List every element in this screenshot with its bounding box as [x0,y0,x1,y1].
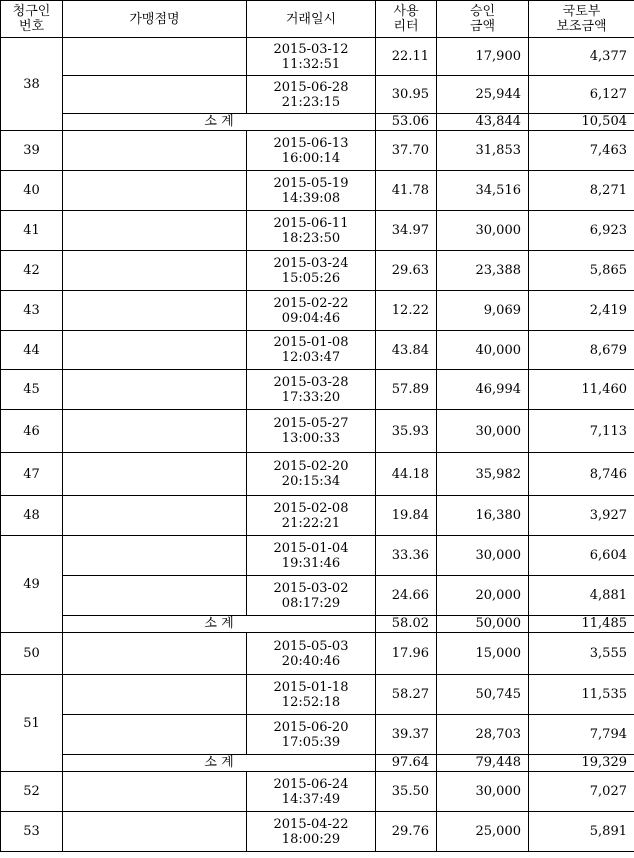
liters-used: 29.76 [376,812,437,852]
transaction-datetime [247,715,376,755]
liters-used: 33.36 [376,536,437,576]
header-merchant: 가맹점명 [63,1,247,38]
liters-used: 19.84 [376,496,437,536]
table-row [1,331,634,370]
subtotal-liters: 53.06 [376,114,437,131]
claim-number: 51 [1,675,63,772]
table-row [1,131,634,171]
transaction-time: 08:17:29 [281,595,341,611]
claim-number: 41 [1,211,63,251]
transaction-date: 2015-01-08 [273,335,349,350]
transaction-datetime [247,453,376,496]
subsidy-amount: 6,923 [529,211,634,251]
subsidy-amount: 4,377 [529,38,634,76]
merchant-name [63,211,247,251]
transaction-datetime [247,251,376,291]
merchant-name [63,171,247,211]
subsidy-amount: 7,463 [529,131,634,171]
approved-amount: 30,000 [437,410,529,453]
approved-amount: 35,982 [437,453,529,496]
subsidy-amount: 6,604 [529,536,634,576]
transaction-time: 12:03:47 [281,350,341,365]
claim-number: 38 [1,38,63,131]
liters-used: 34.97 [376,211,437,251]
liters-used: 24.66 [376,576,437,616]
transaction-datetime [247,633,376,675]
transaction-datetime [247,76,376,114]
transaction-time: 21:23:15 [281,94,341,110]
header-datetime: 거래일시 [247,1,376,38]
approved-amount: 25,000 [437,812,529,852]
merchant-name [63,331,247,370]
subtotal-subsidy: 10,504 [529,114,634,131]
subtotal-approved: 79,448 [437,755,529,772]
approved-amount: 25,944 [437,76,529,114]
subsidy-amount: 3,555 [529,633,634,675]
table-body [1,38,634,852]
liters-used: 39.37 [376,715,437,755]
table-row [1,171,634,211]
transaction-time: 17:33:20 [281,389,341,405]
transaction-time: 13:00:33 [281,431,341,446]
transaction-time: 14:37:49 [281,791,341,807]
merchant-name [63,576,247,616]
liters-used: 22.11 [376,38,437,76]
approved-amount: 16,380 [437,496,529,536]
approved-amount: 50,745 [437,675,529,715]
liters-used: 17.96 [376,633,437,675]
transaction-date: 2015-02-20 [273,459,349,474]
approved-amount: 46,994 [437,370,529,410]
subsidy-amount: 8,271 [529,171,634,211]
subsidy-amount: 11,460 [529,370,634,410]
subsidy-amount: 8,679 [529,331,634,370]
transaction-date: 2015-01-18 [273,679,349,695]
transaction-datetime [247,171,376,211]
merchant-name [63,453,247,496]
subsidy-amount: 11,535 [529,675,634,715]
liters-used: 12.22 [376,291,437,331]
transaction-datetime [247,38,376,76]
transaction-date: 2015-06-11 [273,215,349,231]
transaction-time: 20:15:34 [281,474,341,489]
transaction-time: 18:00:29 [281,831,341,847]
table-row [1,251,634,291]
subtotal-label: 소 계 [63,616,376,633]
transaction-time: 14:39:08 [281,190,341,206]
approved-amount: 30,000 [437,536,529,576]
table-row [1,675,634,715]
merchant-name [63,633,247,675]
claim-number: 43 [1,291,63,331]
header-subsidy-amount: 국토부 보조금액 [529,1,634,38]
subtotal-row [1,616,634,633]
table-row [1,576,634,616]
claim-number: 53 [1,812,63,852]
merchant-name [63,370,247,410]
transaction-time: 18:23:50 [281,230,341,246]
claim-number: 44 [1,331,63,370]
subtotal-row [1,755,634,772]
merchant-name [63,772,247,812]
transaction-datetime [247,536,376,576]
transaction-date: 2015-03-28 [273,374,349,390]
table-row [1,772,634,812]
merchant-name [63,812,247,852]
transaction-time: 11:32:51 [281,56,341,72]
transaction-datetime [247,410,376,453]
transaction-date: 2015-06-20 [273,719,349,735]
merchant-name [63,38,247,76]
subtotal-row [1,114,634,131]
transaction-datetime [247,131,376,171]
approved-amount: 40,000 [437,331,529,370]
approved-amount: 28,703 [437,715,529,755]
subtotal-subsidy: 11,485 [529,616,634,633]
transaction-date: 2015-01-04 [273,540,349,556]
subsidy-amount: 3,927 [529,496,634,536]
transaction-datetime [247,812,376,852]
claim-number: 39 [1,131,63,171]
transaction-date: 2015-05-03 [273,638,349,654]
transaction-time: 12:52:18 [281,694,341,710]
approved-amount: 23,388 [437,251,529,291]
transaction-date: 2015-06-13 [273,135,349,151]
claim-number: 47 [1,453,63,496]
table-row [1,211,634,251]
claim-number: 50 [1,633,63,675]
subsidy-amount: 7,794 [529,715,634,755]
approved-amount: 30,000 [437,211,529,251]
claim-number: 48 [1,496,63,536]
transaction-datetime [247,772,376,812]
transaction-date: 2015-05-27 [273,416,349,431]
subtotal-liters: 97.64 [376,755,437,772]
transaction-datetime [247,291,376,331]
header-approved-amount: 승인 금액 [437,1,529,38]
approved-amount: 34,516 [437,171,529,211]
table-row [1,291,634,331]
liters-used: 41.78 [376,171,437,211]
subtotal-approved: 43,844 [437,114,529,131]
subtotal-subsidy: 19,329 [529,755,634,772]
merchant-name [63,251,247,291]
subtotal-liters: 58.02 [376,616,437,633]
table-row [1,633,634,675]
subsidy-amount: 4,881 [529,576,634,616]
table-row [1,536,634,576]
subsidy-amount: 7,027 [529,772,634,812]
subsidy-amount: 5,891 [529,812,634,852]
subtotal-label: 소 계 [63,755,376,772]
merchant-name [63,291,247,331]
merchant-name [63,76,247,114]
approved-amount: 31,853 [437,131,529,171]
subtotal-label: 소 계 [63,114,376,131]
table-row [1,76,634,114]
subsidy-amount: 8,746 [529,453,634,496]
liters-used: 29.63 [376,251,437,291]
liters-used: 43.84 [376,331,437,370]
table-row [1,370,634,410]
transaction-time: 16:00:14 [281,150,341,166]
subtotal-approved: 50,000 [437,616,529,633]
transaction-date: 2015-02-08 [273,500,349,516]
transaction-time: 17:05:39 [281,734,341,750]
transaction-date: 2015-04-22 [273,816,349,832]
transaction-date: 2015-06-24 [273,776,349,792]
merchant-name [63,131,247,171]
liters-used: 57.89 [376,370,437,410]
header-claim-no: 청구인 번호 [1,1,63,38]
subsidy-amount: 6,127 [529,76,634,114]
transaction-date: 2015-03-24 [273,255,349,271]
subsidy-amount: 5,865 [529,251,634,291]
subsidy-amount: 2,419 [529,291,634,331]
transaction-date: 2015-03-02 [273,580,349,596]
approved-amount: 15,000 [437,633,529,675]
table-row [1,715,634,755]
liters-used: 35.50 [376,772,437,812]
approved-amount: 9,069 [437,291,529,331]
table-row [1,410,634,453]
merchant-name [63,496,247,536]
transaction-time: 09:04:46 [281,310,341,326]
transaction-datetime [247,331,376,370]
header-liters: 사용 리터 [376,1,437,38]
table-row [1,812,634,852]
table-row [1,453,634,496]
claim-number: 46 [1,410,63,453]
transaction-time: 15:05:26 [281,270,341,286]
merchant-name [63,715,247,755]
approved-amount: 17,900 [437,38,529,76]
merchant-name [63,536,247,576]
table-row [1,38,634,76]
approved-amount: 20,000 [437,576,529,616]
transaction-date: 2015-03-12 [273,41,349,57]
transaction-datetime [247,496,376,536]
transaction-date: 2015-02-22 [273,295,349,311]
liters-used: 37.70 [376,131,437,171]
liters-used: 35.93 [376,410,437,453]
transaction-datetime [247,576,376,616]
transaction-date: 2015-05-19 [273,175,349,191]
claim-number: 45 [1,370,63,410]
merchant-name [63,410,247,453]
transaction-datetime [247,370,376,410]
transaction-time: 20:40:46 [281,653,341,669]
subsidy-amount: 7,113 [529,410,634,453]
liters-used: 58.27 [376,675,437,715]
claim-number: 40 [1,171,63,211]
transaction-datetime [247,211,376,251]
liters-used: 44.18 [376,453,437,496]
claim-number: 52 [1,772,63,812]
liters-used: 30.95 [376,76,437,114]
merchant-name [63,675,247,715]
transaction-datetime [247,675,376,715]
claim-number: 49 [1,536,63,633]
transaction-date: 2015-06-28 [273,79,349,95]
claim-number: 42 [1,251,63,291]
approved-amount: 30,000 [437,772,529,812]
header-row [1,1,634,38]
transaction-time: 21:22:21 [281,515,341,531]
transaction-time: 19:31:46 [281,555,341,571]
table-row [1,496,634,536]
